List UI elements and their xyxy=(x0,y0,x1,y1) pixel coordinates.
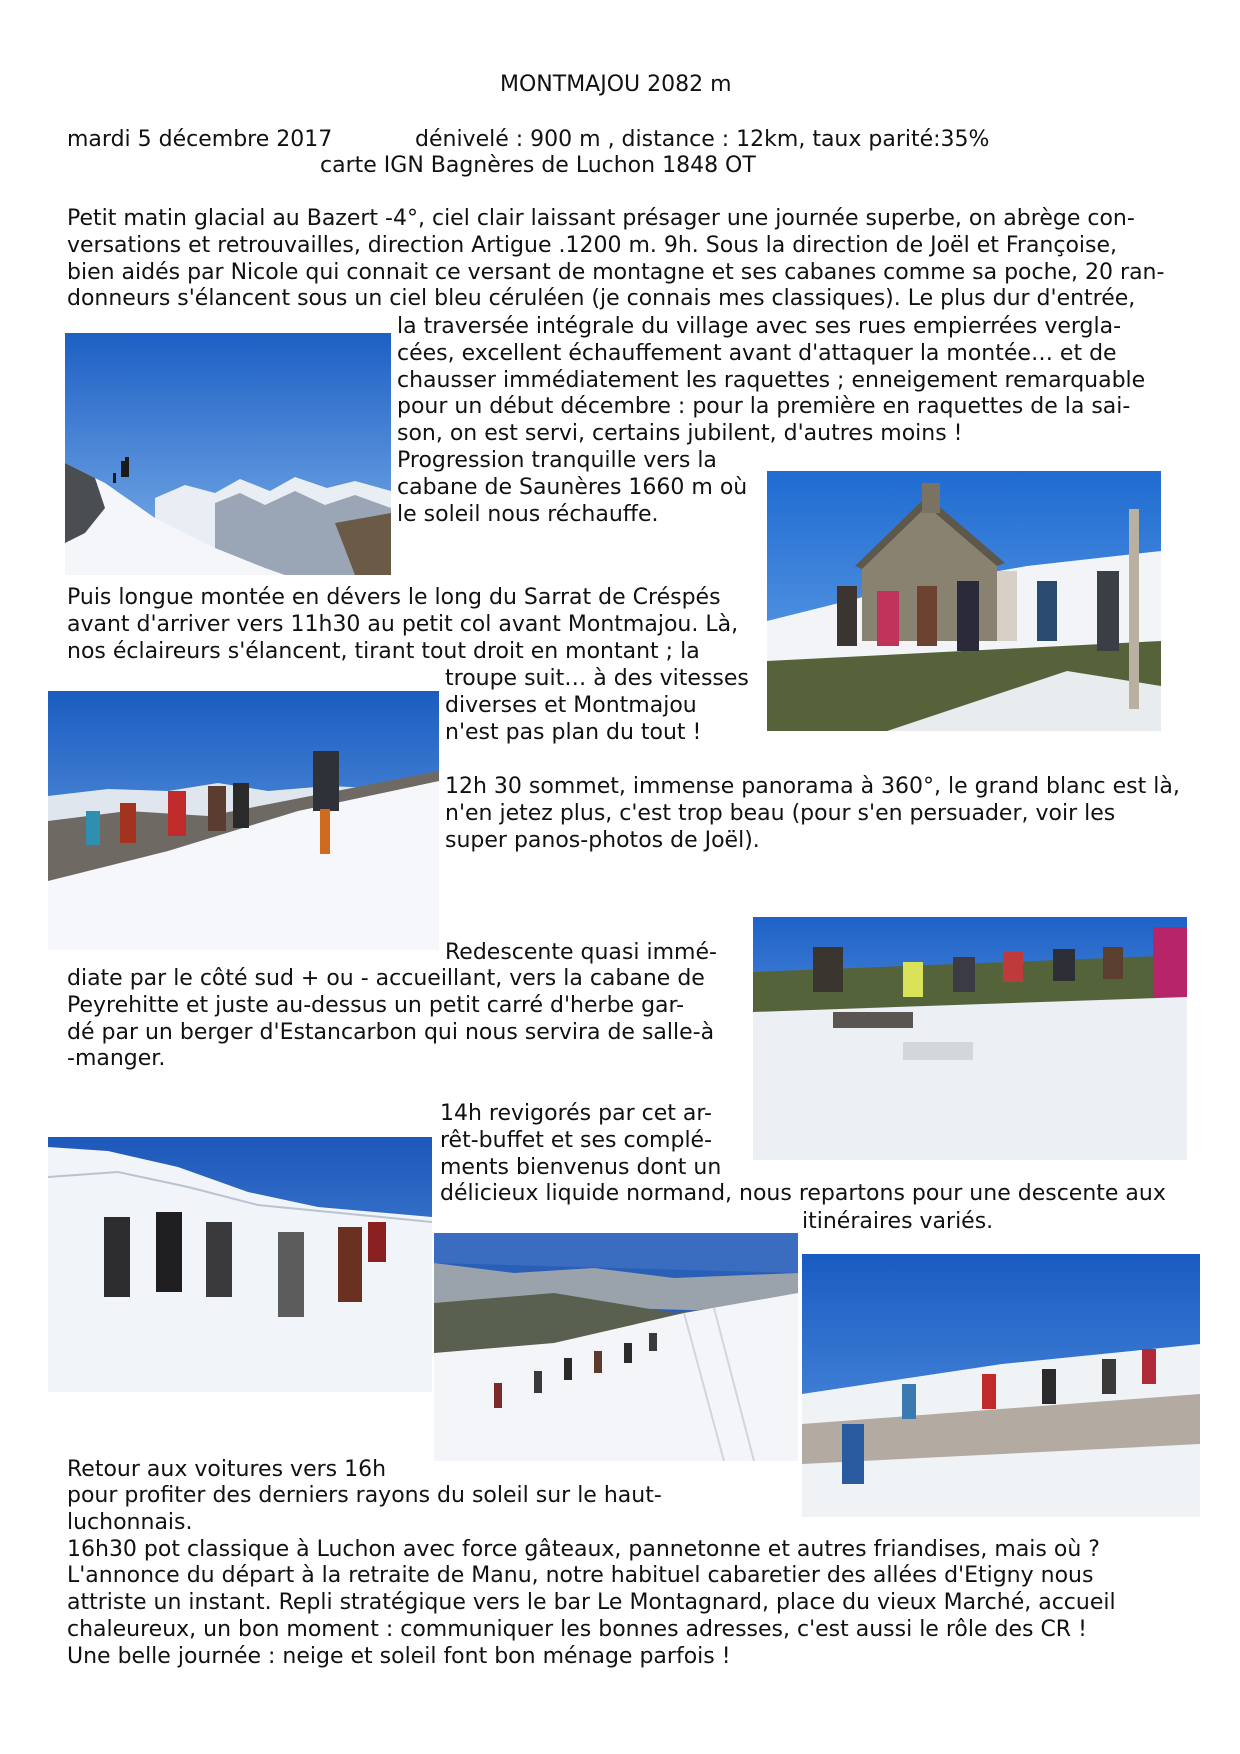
text-line: dé par un berger d'Estancarbon qui nous servira de salle-à xyxy=(67,1019,715,1045)
paragraph-intro xyxy=(67,206,1164,313)
photo-group-walking xyxy=(48,1137,432,1392)
text-line: le soleil nous réchauffe. xyxy=(397,501,659,527)
text-line: 16h30 pot classique à Luchon avec force gâteaux, pannetonne et autres friandises, mais où ? xyxy=(67,1536,1100,1562)
text-line: ments bienvenus dont un xyxy=(440,1154,722,1180)
text-line: son, on est servi, certains jubilent, d'autres moins ! xyxy=(397,421,963,447)
text-line: attriste un instant. Repli stratégique vers le bar Le Montagnard, place du vieux Marché, accueil xyxy=(67,1590,1116,1616)
text-line: délicieux liquide normand, nous repartons pour une descente aux xyxy=(440,1181,1166,1207)
photo-hikers-line xyxy=(434,1233,798,1461)
outing-stats: dénivelé : 900 m , distance : 12km, taux parité:35% xyxy=(415,127,990,152)
text-line: L'annonce du départ à la retraite de Manu, notre habituel cabaretier des allées d'Etigny nous xyxy=(67,1563,1094,1589)
text-line: luchonnais. xyxy=(67,1509,193,1535)
text-line: diate par le côté sud + ou - accueillant, vers la cabane de xyxy=(67,966,705,991)
text-line: cées, excellent échauffement avant d'attaquer la montée… et de xyxy=(397,340,1117,366)
text-line: Une belle journée : neige et soleil font bon ménage parfois ! xyxy=(67,1643,731,1669)
outing-date: mardi 5 décembre 2017 xyxy=(67,127,333,152)
text-line: donneurs s'élancent sous un ciel bleu céruléen (je connais mes classiques). Le plus dur d'entrée, xyxy=(67,286,1136,312)
text-line: Progression tranquille vers la xyxy=(397,447,717,473)
text-line: nos éclaireurs s'élancent, tirant tout droit en montant ; la xyxy=(67,638,700,664)
text-line: super panos-photos de Joël). xyxy=(445,827,760,853)
text-line: diverses et Montmajou xyxy=(445,692,697,718)
text-line: Retour aux voitures vers 16h xyxy=(67,1457,387,1482)
map-reference: carte IGN Bagnères de Luchon 1848 OT xyxy=(320,153,756,178)
text-line: 12h 30 sommet, immense panorama à 360°, le grand blanc est là, xyxy=(445,774,1180,799)
photo-cabin-group xyxy=(767,471,1161,731)
text-line: pour un début décembre : pour la première en raquettes de la sai- xyxy=(397,394,1131,420)
text-line: Puis longue montée en dévers le long du Sarrat de Créspés xyxy=(67,585,721,610)
text-line: n'est pas plan du tout ! xyxy=(445,719,702,745)
text-line: cabane de Saunères 1660 m où xyxy=(397,474,748,500)
paragraph-summit xyxy=(445,774,1180,854)
text-line: -manger. xyxy=(67,1046,166,1072)
text-line: chausser immédiatement les raquettes ; enneigement remarquable xyxy=(397,367,1146,393)
page-title: MONTMAJOU 2082 m xyxy=(500,72,732,97)
photo-ridge-hikers xyxy=(65,333,391,575)
text-line: bien aidés par Nicole qui connait ce versant de montagne et ses cabanes comme sa poche, 20 ran- xyxy=(67,259,1165,285)
text-line: pour profiter des derniers rayons du soleil sur le haut- xyxy=(67,1483,662,1508)
text-line: 14h revigorés par cet ar- xyxy=(440,1101,712,1126)
text-line: Peyrehitte et juste au-dessus un petit carré d'herbe gar- xyxy=(67,992,685,1018)
paragraph-climb xyxy=(67,585,738,665)
text-line: itinéraires variés. xyxy=(802,1209,994,1234)
text-line: rêt-buffet et ses complé- xyxy=(440,1127,713,1153)
text-line: Petit matin glacial au Bazert -4°, ciel clair laissant présager une journée superbe, on abrège con- xyxy=(67,206,1135,231)
text-line: avant d'arriver vers 11h30 au petit col avant Montmajou. Là, xyxy=(67,611,739,637)
paragraph-troop xyxy=(445,666,749,746)
text-line: chaleureux, un bon moment : communiquer les bonnes adresses, c'est aussi le rôle des CR ! xyxy=(67,1616,1087,1642)
paragraph-descent xyxy=(67,966,714,1073)
text-line: versations et retrouvailles, direction Artigue .1200 m. 9h. Sous la direction de Joël et Françoise, xyxy=(67,232,1118,258)
photo-descent-slope xyxy=(802,1254,1200,1517)
text-line: la traversée intégrale du village avec ses rues empierrées vergla- xyxy=(397,314,1122,339)
text-line: troupe suit… à des vitesses xyxy=(445,666,749,691)
photo-snowshoers-climbing xyxy=(48,691,439,950)
text-line: Redescente quasi immé- xyxy=(445,940,717,965)
text-line: n'en jetez plus, c'est trop beau (pour s'en persuader, voir les xyxy=(445,800,1116,826)
photo-lunch-break xyxy=(753,917,1187,1160)
